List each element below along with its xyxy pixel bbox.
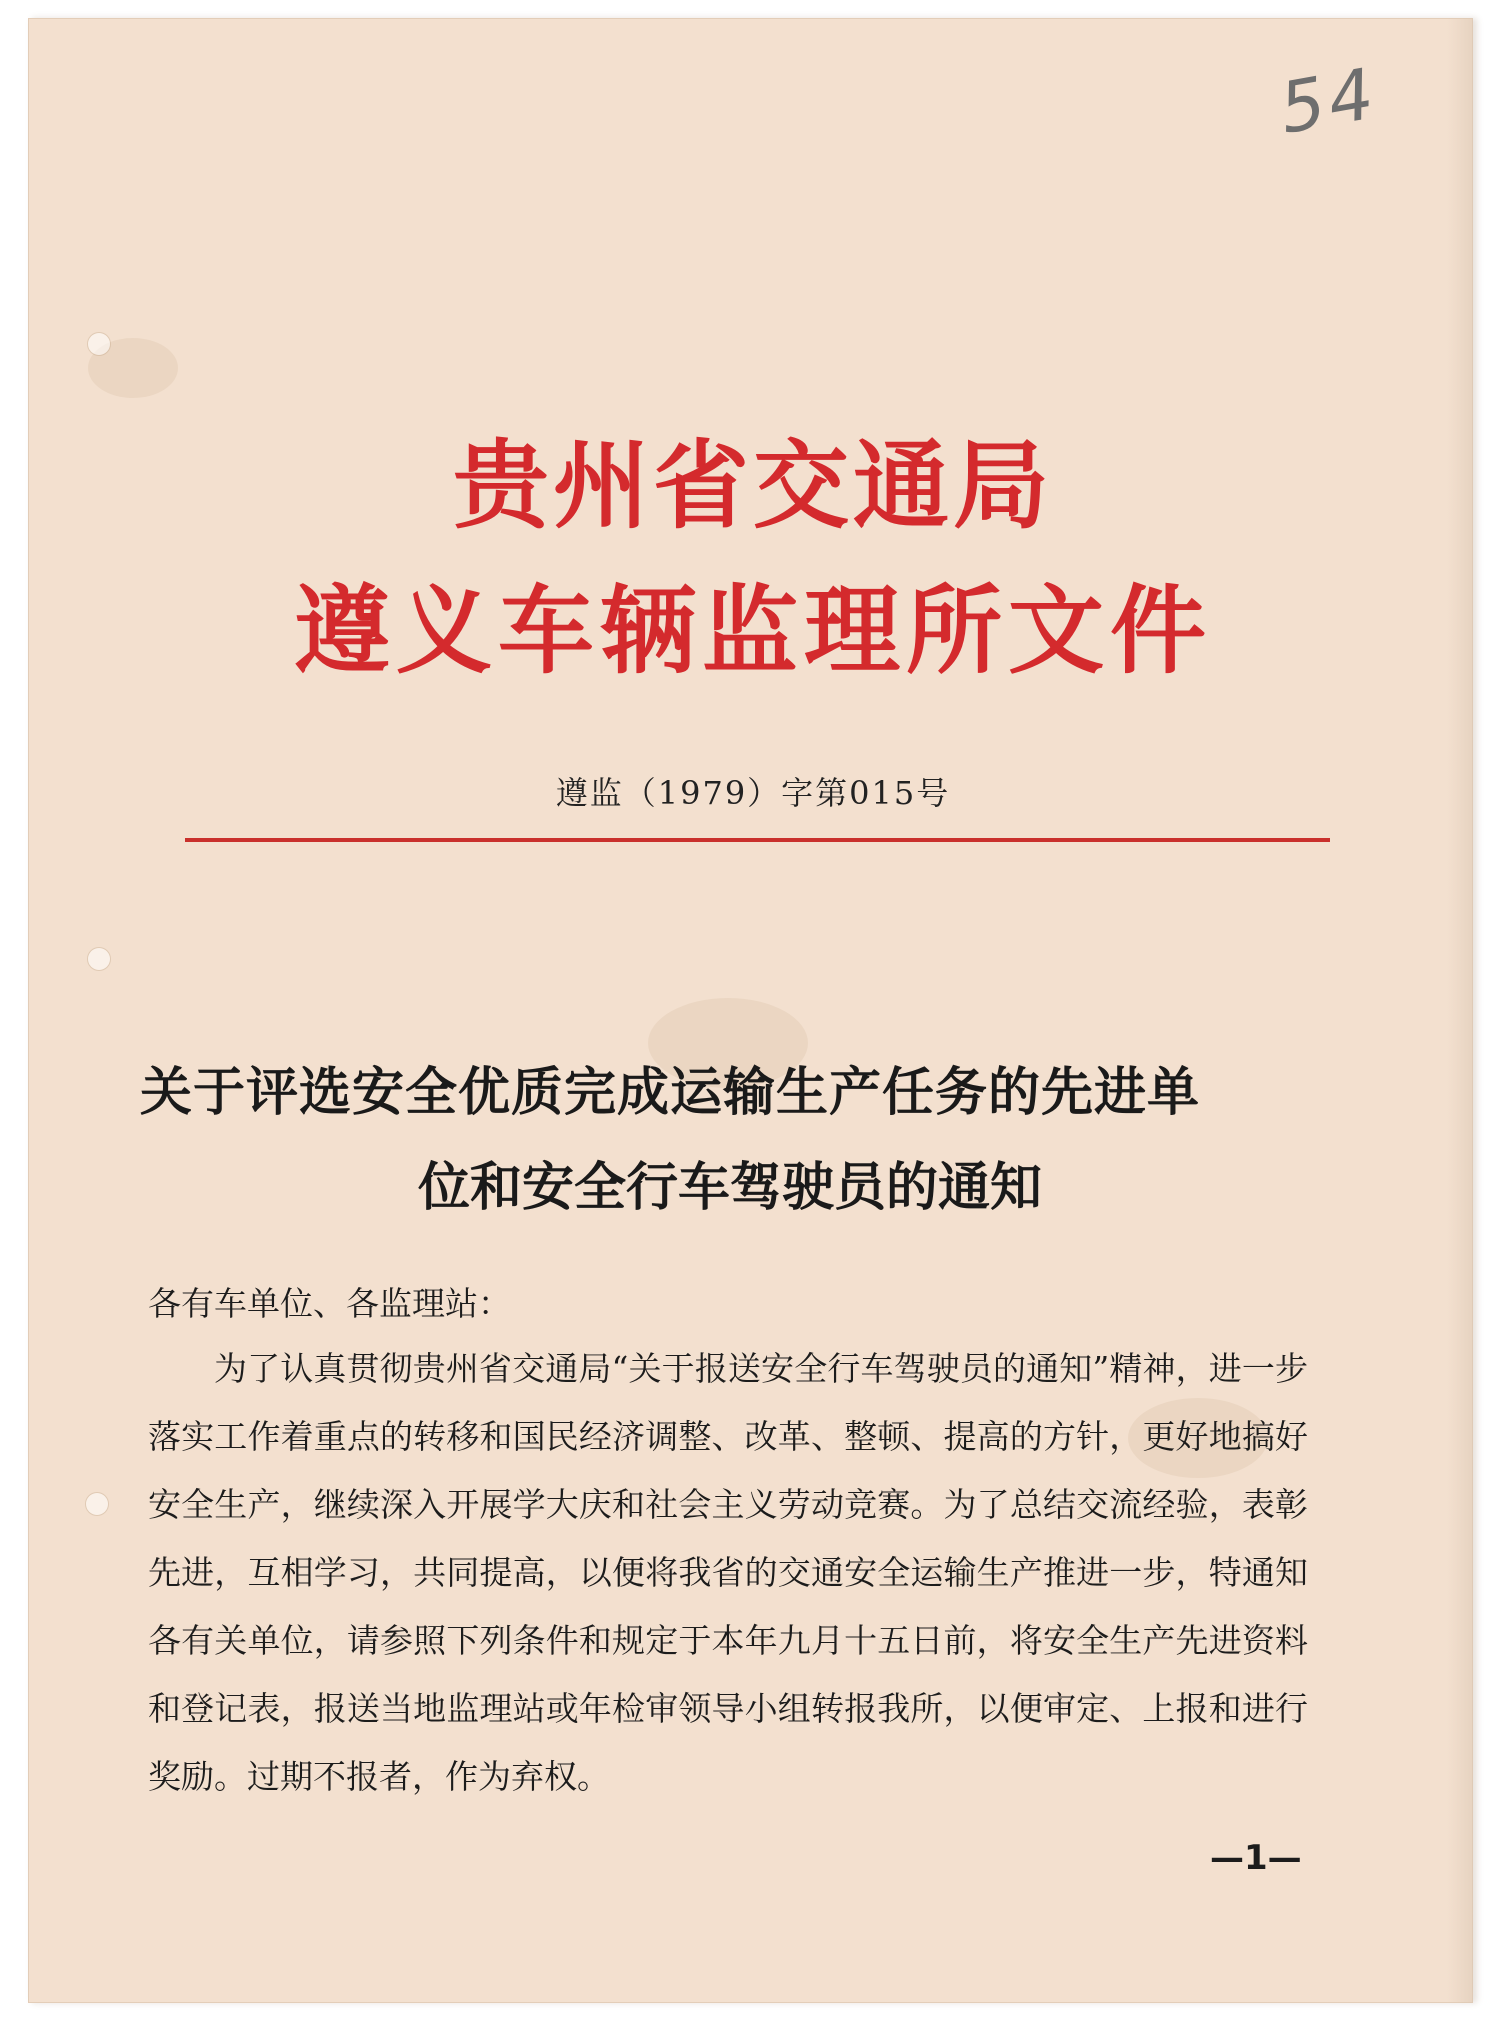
issuer-header-line-2: 遵义车辆监理所文件: [294, 575, 1212, 687]
body-paragraph: 为了认真贯彻贵州省交通局“关于报送安全行车驾驶员的通知”精神，进一步落实工作着重点的转移和国民经济调整、改革、整顿、提高的方针，更好地搞好安全生产，继续深入开展学大庆和社会主义劳动竞赛。为了总结交流经验，表彰先进，互相学习，共同提高，以便将我省的交通安全运输生产推进一步，特通知各有关单位，请参照下列条件和规定于本年九月十五日前，将安全生产先进资料和登记表，报送当地监理站或年检审领导小组转报我所，以便审定、上报和进行奖励。过期不报者，作为弃权。: [148, 1349, 1308, 1796]
notice-title-line-2: 位和安全行车驾驶员的通知: [417, 1158, 1042, 1218]
punch-hole: [86, 1493, 108, 1515]
document-number: 遵监（1979）字第015号: [555, 774, 951, 812]
punch-hole: [88, 333, 110, 355]
salutation: 各有车单位、各监理站：: [148, 1284, 511, 1323]
issuer-header-line-1: 贵州省交通局: [453, 430, 1053, 542]
notice-title-line-1: 关于评选安全优质完成运输生产任务的先进单: [140, 1063, 1201, 1123]
red-divider-rule: [185, 838, 1330, 842]
page-number: —1—: [1210, 1838, 1302, 1878]
punch-hole: [88, 948, 110, 970]
handwritten-page-mark: 54: [1273, 52, 1384, 150]
sheet-edge-shadow: [1447, 18, 1473, 2003]
